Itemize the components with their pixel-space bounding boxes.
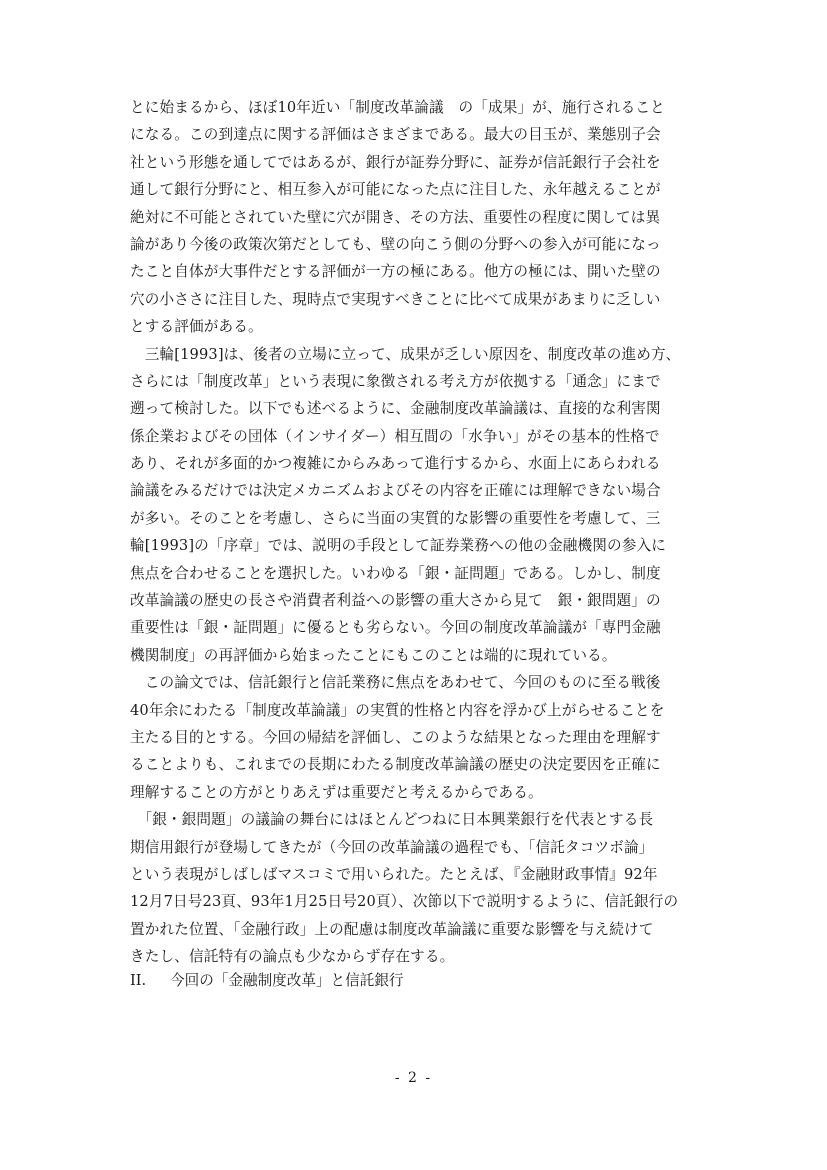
text-line: になる。この到達点に関する評価はさまざまである。最大の目玉が、業態別子会	[130, 126, 661, 144]
text-line: 係企業およびその団体（インサイダー）相互間の「水争い」がその基本的性格で	[130, 427, 660, 445]
text-line: 改革論議の歴史の長さや消費者利益への影響の重大さから見て 銀・銀問題」の	[130, 592, 661, 610]
text-line: とする評価がある。	[130, 318, 263, 336]
text-line: 通して銀行分野にと、相互参入が可能になった点に注目した、永年越えることが	[130, 181, 661, 199]
page-number: - 2 -	[394, 1070, 433, 1086]
section-number: II.	[130, 972, 147, 989]
text-line: 絶対に不可能とされていた壁に穴が開き、その方法、重要性の程度に関しては異	[130, 208, 661, 226]
text-line: 輪[1993]の「序章」では、説明の手段として証券業務への他の金融機関の参入に	[130, 537, 666, 555]
text-line: 論があり今後の政策次第だとしても、壁の向こう側の分野への参入が可能になっ	[130, 235, 661, 253]
body-text	[130, 94, 730, 971]
text-line: 機関制度」の再評価から始まったことにもこのことは端的に現れている。	[130, 646, 617, 664]
section-heading	[130, 966, 404, 996]
text-line: 期信用銀行が登場してきたが（今回の改革論議の過程でも、「信託タコツボ論」	[130, 838, 654, 856]
text-line: たこと自体が大事件だとする評価が一方の極にある。他方の極には、開いた壁の	[130, 263, 661, 281]
text-line: この論文では、信託銀行と信託業務に焦点をあわせて、今回のものに至る戦後	[130, 674, 661, 692]
text-line: 遡って検討した。以下でも述べるように、金融制度改革論議は、直接的な利害関	[130, 400, 661, 418]
text-line: 12月7日号23頁、93年1月25日号20頁）、次節以下で説明するように、信託銀行の	[130, 893, 679, 911]
text-line: あり、それが多面的かつ複雑にからみあって進行するから、水面上にあらわれる	[130, 455, 661, 473]
text-line: という表現がしばしばマスコミで用いられた。たとえば、『金融財政事情』92年	[130, 865, 658, 883]
text-line: 穴の小ささに注目した、現時点で実現すべきことに比べて成果があまりに乏しい	[130, 290, 661, 308]
text-line: 社という形態を通してではあるが、銀行が証券分野に、証券が信託銀行子会社を	[130, 153, 661, 171]
text-line: ることよりも、これまでの長期にわたる制度改革論議の歴史の決定要因を正確に	[130, 756, 661, 774]
text-line: さらには「制度改革」という表現に象徴される考え方が依拠する「通念」にまで	[130, 372, 661, 390]
text-line: 重要性は「銀・証問題」に優るとも劣らない。今回の制度改革論議が「専門金融	[130, 619, 661, 637]
text-line: 置かれた位置、「金融行政」上の配慮は制度改革論議に重要な影響を与え続けて	[130, 920, 654, 938]
text-line: 理解することの方がとりあえずは重要だと考えるからである。	[130, 783, 543, 801]
text-line: きたし、信託特有の論点も少なからず存在する。	[130, 948, 455, 966]
text-line: が多い。そのことを考慮し、さらに当面の実質的な影響の重要性を考慮して、三	[130, 509, 661, 527]
text-line: 40年余にわたる「制度改革論議」の実質的性格と内容を浮かび上がらせることを	[130, 701, 665, 719]
section-title: 今回の「金融制度改革」と信託銀行	[170, 972, 404, 989]
text-line: 焦点を合わせることを選択した。いわゆる「銀・証問題」である。しかし、制度	[130, 564, 661, 582]
text-line: 主たる目的とする。今回の帰結を評価し、このような結果となった理由を理解す	[130, 728, 661, 746]
text-line: とに始まるから、ほぼ10年近い「制度改革論議 の「成果」が、施行されること	[130, 99, 665, 116]
text-line: 「銀・銀問題」の議論の舞台にはほとんどつねに日本興業銀行を代表とする長	[130, 811, 654, 829]
text-line: 論議をみるだけでは決定メカニズムおよびその内容を正確には理解できない場合	[130, 482, 661, 500]
text-line: 三輪[1993]は、後者の立場に立って、成果が乏しい原因を、制度改革の進め方、	[130, 345, 681, 363]
